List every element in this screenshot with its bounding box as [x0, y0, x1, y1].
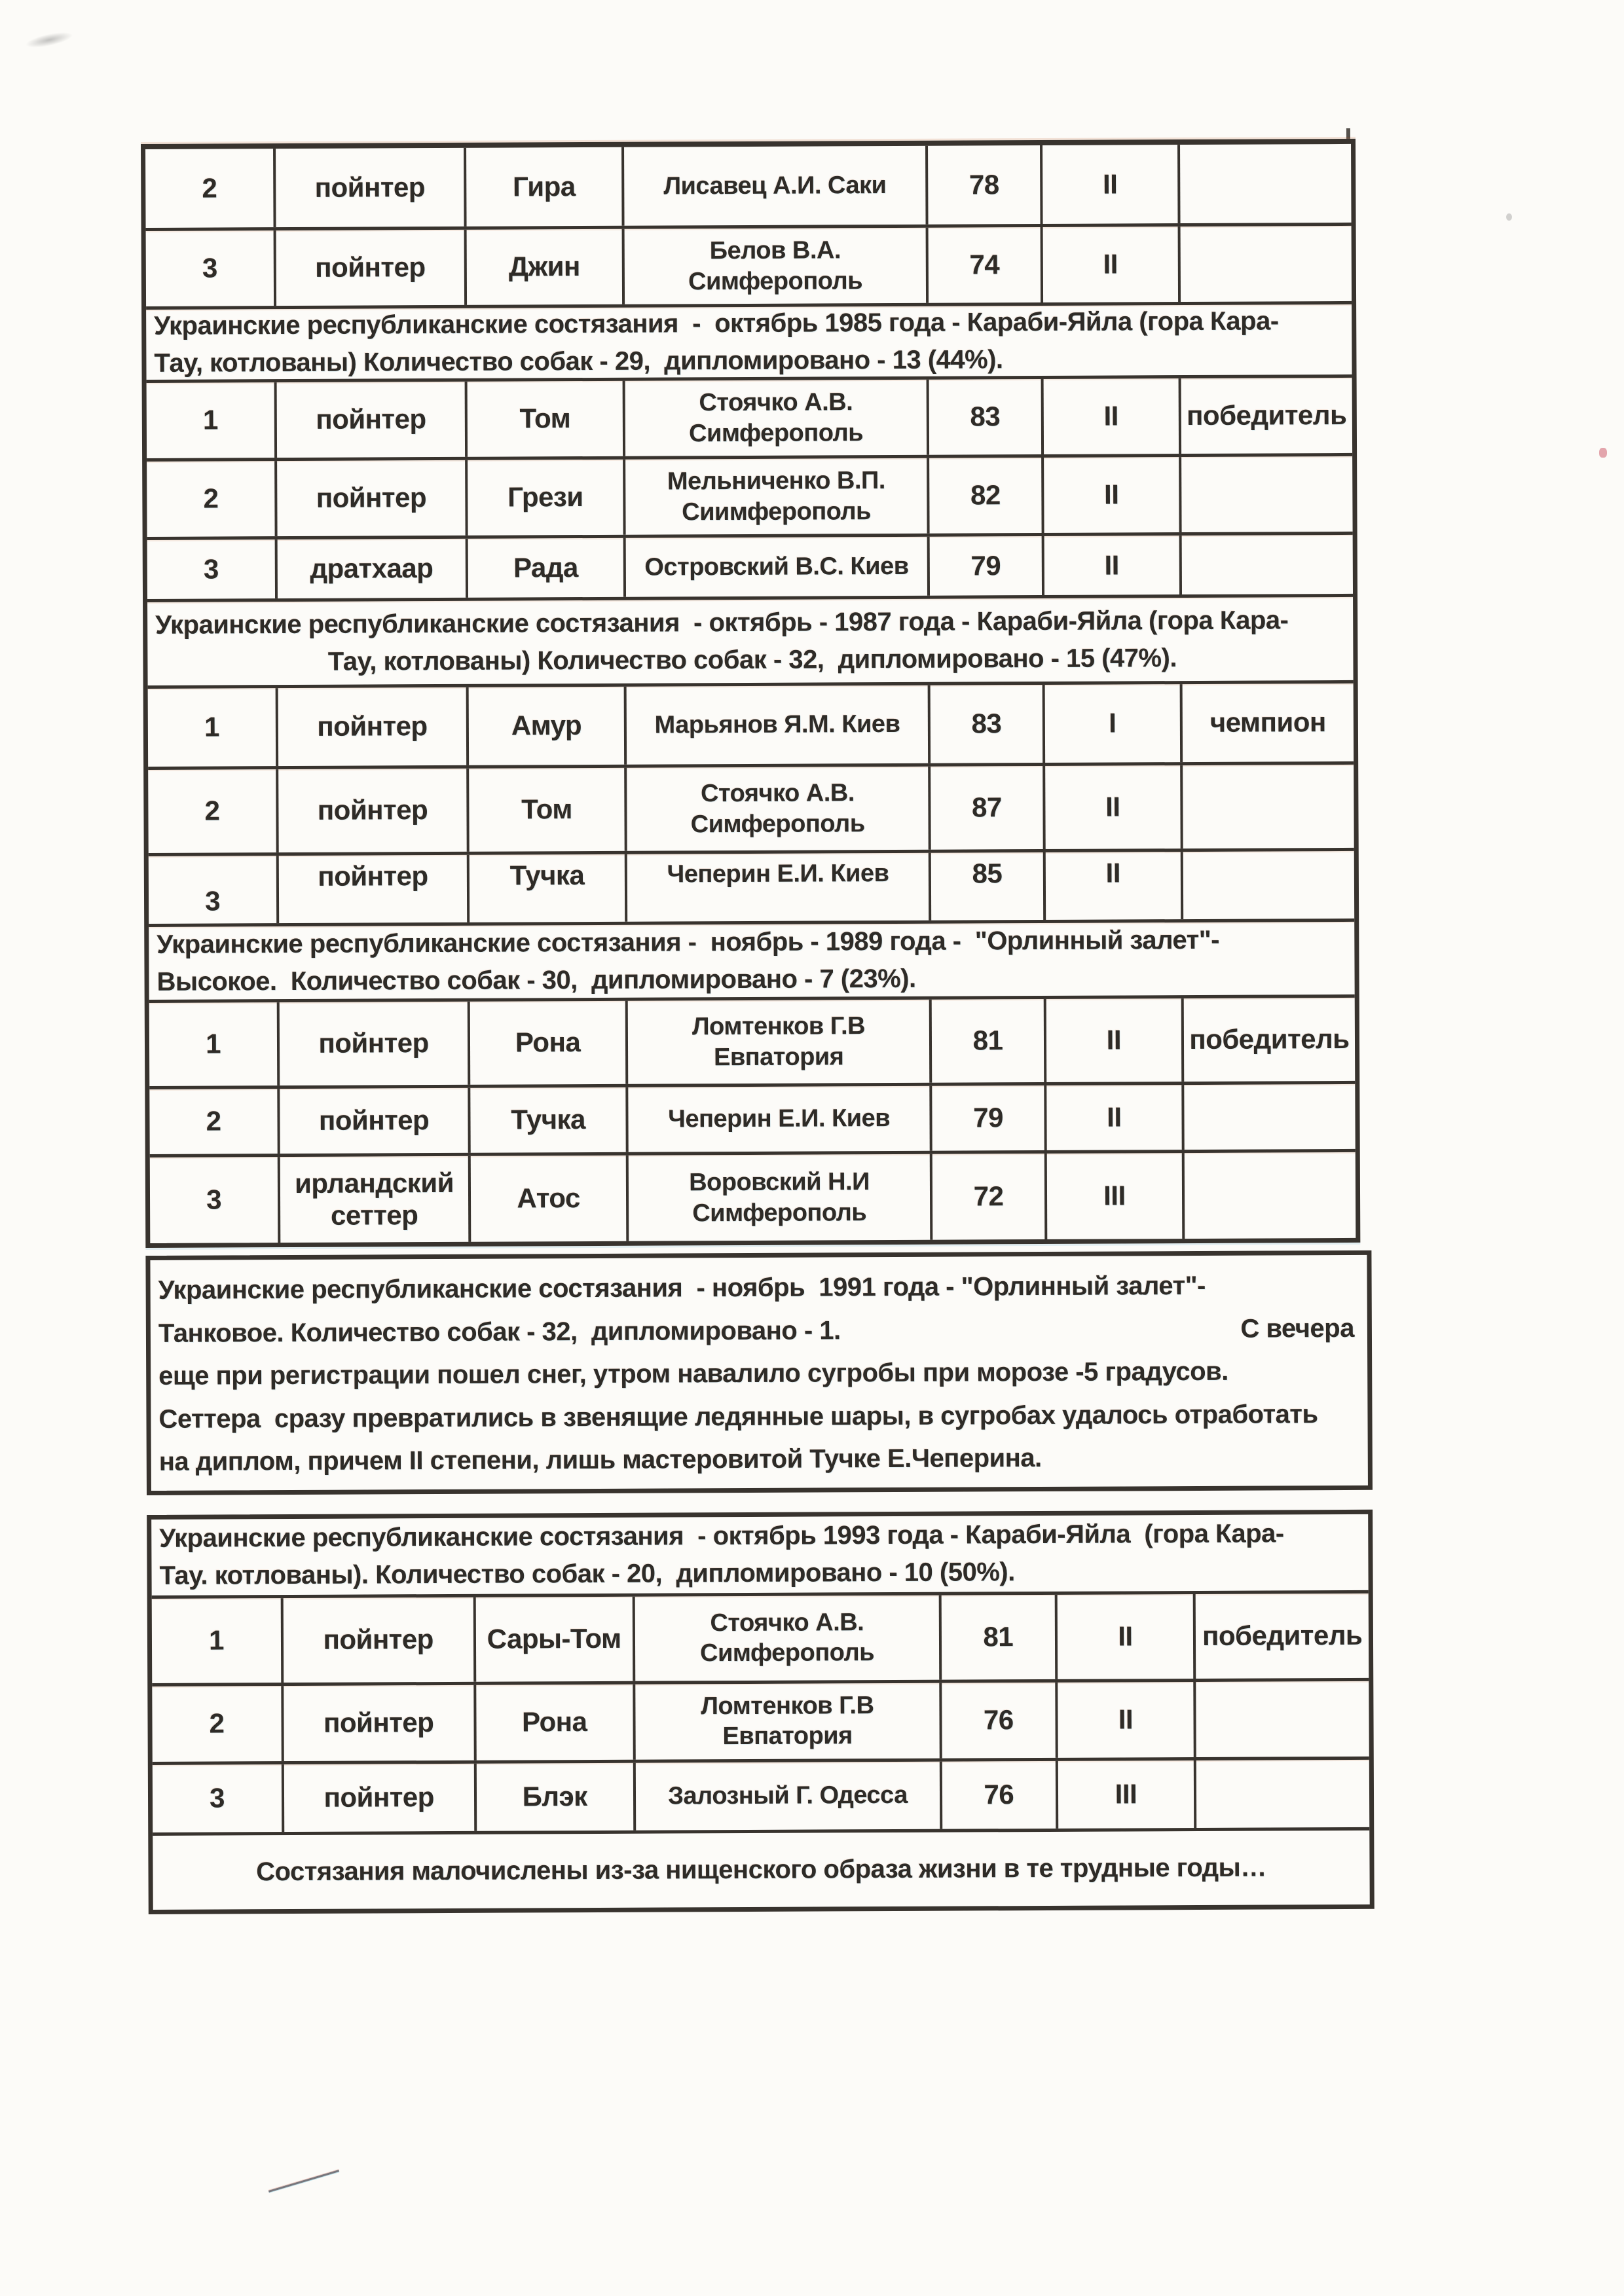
scan-speck: [1599, 448, 1607, 458]
cell-text-line: Залозный Г. Одесса: [668, 1781, 908, 1810]
cell-owner: [625, 1000, 929, 1084]
cell-dog-name: Сары-Том: [473, 1597, 633, 1682]
section-header-line: Украинские республиканские состязания - ноябрь - 1989 года - "Орлинный залет"-: [157, 925, 1220, 959]
cell-diploma-degree: II: [1054, 1594, 1193, 1679]
table-row: [152, 1590, 1369, 1683]
cell-text-line: Лисавец А.И. Саки: [663, 171, 887, 200]
cell-note: [1194, 1760, 1369, 1828]
cell-number: 3: [206, 1184, 222, 1215]
cell-number: 3: [209, 1782, 225, 1813]
table-row: [152, 1678, 1369, 1762]
cell-number: 3: [203, 553, 219, 585]
cell-breed: пойнтер: [276, 855, 467, 923]
cell-note: победитель: [1193, 1594, 1369, 1679]
cell-diploma-degree: II: [1044, 1085, 1181, 1150]
cell-diploma-degree: II: [1041, 227, 1178, 302]
cell-diploma-degree: I: [1043, 684, 1180, 763]
cell-text-line: Чеперин Е.И. Киев: [668, 1104, 891, 1133]
section-header: [146, 301, 1352, 380]
cell-text-line: Симферополь: [688, 266, 863, 295]
cell-note: [1194, 1681, 1369, 1757]
cell-diploma-degree: II: [1044, 998, 1181, 1082]
cell-dog-name: Джин: [464, 229, 623, 305]
cell-owner: [626, 1154, 930, 1241]
section-header-line: Украинские республиканские состязания - октябрь - 1987 года - Караби-Яйла (гора Кара-: [155, 606, 1289, 640]
cell-number: 3: [202, 252, 217, 283]
table-row: [149, 994, 1356, 1086]
narrative-line-left: Танковое. Количество собак - 32, дипломировано - 1.: [158, 1315, 841, 1348]
results-table-1993: [147, 1510, 1375, 1914]
cell-note: [1181, 1084, 1356, 1150]
cell-text-line: Ломтенков Г.В: [692, 1012, 866, 1041]
document-content: [141, 139, 1363, 1914]
cell-score: 76: [939, 1683, 1055, 1758]
cell-score: 83: [928, 685, 1043, 763]
table-row: [149, 848, 1354, 924]
cell-number: 2: [202, 172, 217, 204]
cell-breed: дратхаар: [275, 539, 466, 598]
cell-dog-name: Рада: [466, 538, 624, 598]
cell-text-line: Марьянов Я.М. Киев: [654, 710, 900, 739]
cell-dog-name: Тучка: [467, 854, 625, 922]
cell-diploma-degree: II: [1042, 536, 1179, 595]
cell-note: [1181, 851, 1355, 919]
cell-owner: [624, 685, 928, 765]
cell-owner: [633, 1762, 940, 1831]
table-row: [153, 1757, 1369, 1832]
table-row: [150, 1149, 1356, 1243]
cell-diploma-degree: II: [1040, 145, 1177, 224]
cell-text-line: Белов В.А.: [709, 236, 841, 265]
section-header-line: Тау, котлованы) Количество собак - 29, дипломировано - 13 (44%).: [154, 344, 1003, 378]
cell-breed: пойнтер: [277, 1002, 468, 1085]
cell-text-line: Сиимферополь: [682, 497, 872, 526]
cell-note: [1179, 535, 1353, 594]
cell-number: 1: [208, 1624, 224, 1656]
cell-score: 72: [930, 1154, 1044, 1240]
cell-score: 85: [929, 852, 1043, 920]
section-header-line: Украинские республиканские состязания - октябрь 1993 года - Караби-Яйла (гора Кара-: [159, 1519, 1284, 1554]
cell-dog-name: Гира: [464, 147, 622, 227]
table-row: [147, 374, 1353, 458]
cell-diploma-degree: III: [1055, 1760, 1194, 1829]
cell-owner: [623, 537, 927, 597]
table-row: [148, 680, 1354, 767]
cell-diploma-degree: II: [1043, 765, 1180, 849]
cell-number: 2: [203, 483, 219, 514]
cell-note: [1177, 144, 1352, 223]
cell-text-line: Симферополь: [692, 1198, 867, 1227]
cell-diploma-degree: III: [1044, 1153, 1182, 1239]
cell-breed: пойнтер: [281, 1597, 473, 1683]
cell-dog-name: Рона: [473, 1685, 633, 1760]
cell-number: 1: [204, 711, 219, 742]
cell-owner: [621, 146, 925, 226]
cell-note: [1180, 765, 1354, 848]
cell-score: 87: [928, 766, 1043, 850]
narrative-line: еще при регистрации пошел снег, утром навалило сугробы при морозе -5 градусов.: [158, 1357, 1228, 1391]
cell-owner: [623, 380, 927, 456]
cell-text-line: Стоячко А.В.: [710, 1609, 864, 1637]
cell-note: победитель: [1181, 998, 1356, 1082]
cell-owner: [633, 1595, 940, 1681]
table-row: [148, 761, 1354, 853]
cell-score: 74: [926, 227, 1041, 303]
cell-number: 1: [206, 1028, 221, 1059]
cell-dog-name: Амур: [466, 687, 625, 765]
cell-dog-name: Блэк: [473, 1763, 633, 1831]
cell-text-line: Евпатория: [722, 1722, 853, 1751]
cell-text-line: Симферополь: [689, 418, 864, 447]
cell-breed: пойнтер: [273, 148, 464, 227]
cell-text-line: Евпатория: [713, 1042, 844, 1071]
section-header: [149, 919, 1354, 1000]
narrative-line-right: С вечера: [1240, 1313, 1355, 1343]
cell-note: чемпион: [1179, 683, 1354, 762]
narrative-block-1991: [145, 1250, 1373, 1495]
pen-mark: [268, 2170, 339, 2193]
section-header-line: Высокое. Количество собак - 30, дипломировано - 7 (23%).: [157, 964, 916, 996]
section-header: [151, 1514, 1368, 1595]
scan-smudge: [24, 29, 74, 51]
table-row: [146, 223, 1352, 306]
cell-text-line: Ломтенков Г.В: [701, 1692, 874, 1721]
cell-score: 78: [925, 145, 1040, 225]
narrative-line: Украинские республиканские состязания - ноябрь 1991 года - "Орлинный залет"-: [158, 1271, 1206, 1305]
cell-owner: [624, 767, 928, 851]
cell-score: 83: [927, 379, 1041, 455]
section-header: [147, 594, 1354, 685]
cell-score: 79: [929, 1085, 1044, 1151]
cell-breed: пойнтер: [276, 687, 466, 766]
narrative-line: Сеттера сразу превратились в звенящие ледянные шары, в сугробах удалось отработать: [158, 1399, 1318, 1434]
cell-number: 2: [204, 795, 220, 826]
cell-score: 76: [940, 1761, 1056, 1829]
section-header-line: Украинские республиканские состязания - октябрь 1985 года - Караби-Яйла (гора Кара-: [154, 306, 1279, 340]
narrative-line: на диплом, причем II степени, лишь мастеровитой Тучке Е.Чеперина.: [158, 1444, 1042, 1477]
cell-text-line: Стоячко А.В.: [699, 388, 853, 417]
cell-number: 1: [202, 404, 218, 435]
cell-breed: пойнтер: [282, 1764, 474, 1832]
cell-diploma-degree: II: [1041, 378, 1179, 454]
cell-note: [1182, 1152, 1356, 1239]
cell-dog-name: Грези: [465, 460, 623, 536]
cell-breed: пойнтер: [274, 230, 464, 306]
cell-breed: пойнтер: [274, 460, 465, 536]
cell-number: 3: [205, 885, 221, 917]
cell-text-line: Чеперин Е.И. Киев: [667, 860, 889, 888]
scan-speck: [1506, 213, 1512, 221]
cell-note: [1177, 226, 1352, 302]
cell-number: 2: [209, 1707, 225, 1739]
table-row: [145, 144, 1352, 228]
cell-owner: [625, 853, 929, 922]
cell-dog-name: Том: [465, 381, 623, 457]
cell-score: 81: [929, 999, 1044, 1083]
footer-note: Состязания малочислены из-за нищенского образа жизни в те трудные годы…: [153, 1827, 1369, 1910]
cell-score: 79: [927, 536, 1042, 596]
cell-diploma-degree: II: [1055, 1682, 1194, 1758]
table-row: [147, 453, 1353, 537]
results-table-body: [145, 144, 1356, 1243]
cell-text-line: Симферополь: [690, 809, 865, 838]
results-table: [141, 139, 1360, 1248]
table-row: [149, 1081, 1355, 1154]
section-header-line: Тау. котлованы). Количество собак - 20, дипломировано - 10 (50%).: [159, 1558, 1015, 1590]
cell-dog-name: Тучка: [468, 1087, 626, 1153]
section-header-line: Тау, котлованы) Количество собак - 32, дипломировано - 15 (47%).: [327, 643, 1177, 676]
cell-dog-name: Том: [466, 768, 625, 852]
cell-owner: [622, 228, 926, 304]
cell-owner: [623, 458, 927, 535]
cell-text-line: Стоячко А.В.: [700, 779, 855, 808]
cell-owner: [633, 1683, 940, 1760]
narrative-line: [158, 1307, 1354, 1356]
cell-score: 82: [927, 458, 1041, 534]
cell-diploma-degree: II: [1041, 457, 1179, 533]
cell-breed: пойнтер: [274, 382, 465, 458]
cell-score: 81: [939, 1595, 1055, 1680]
results-table-1993-body: [151, 1514, 1369, 1832]
cell-number: 2: [206, 1105, 221, 1137]
cell-dog-name: Атос: [468, 1156, 627, 1242]
cell-text-line: Воровский Н.И: [689, 1168, 870, 1197]
cell-breed: пойнтер: [276, 769, 466, 852]
cell-breed: пойнтер: [277, 1088, 468, 1154]
cell-diploma-degree: II: [1043, 852, 1181, 920]
table-row: [147, 532, 1353, 599]
cell-dog-name: Рона: [468, 1001, 626, 1085]
cell-text-line: Симферополь: [699, 1639, 875, 1667]
cell-owner: [625, 1086, 929, 1152]
cell-note: победитель: [1178, 378, 1352, 454]
cell-text-line: Мельниченко В.П.: [667, 467, 885, 496]
cell-note: [1179, 456, 1353, 532]
cell-breed: ирландский сеттер: [278, 1156, 468, 1243]
cell-breed: пойнтер: [281, 1685, 473, 1761]
cell-text-line: Островский В.С. Киев: [644, 552, 909, 581]
